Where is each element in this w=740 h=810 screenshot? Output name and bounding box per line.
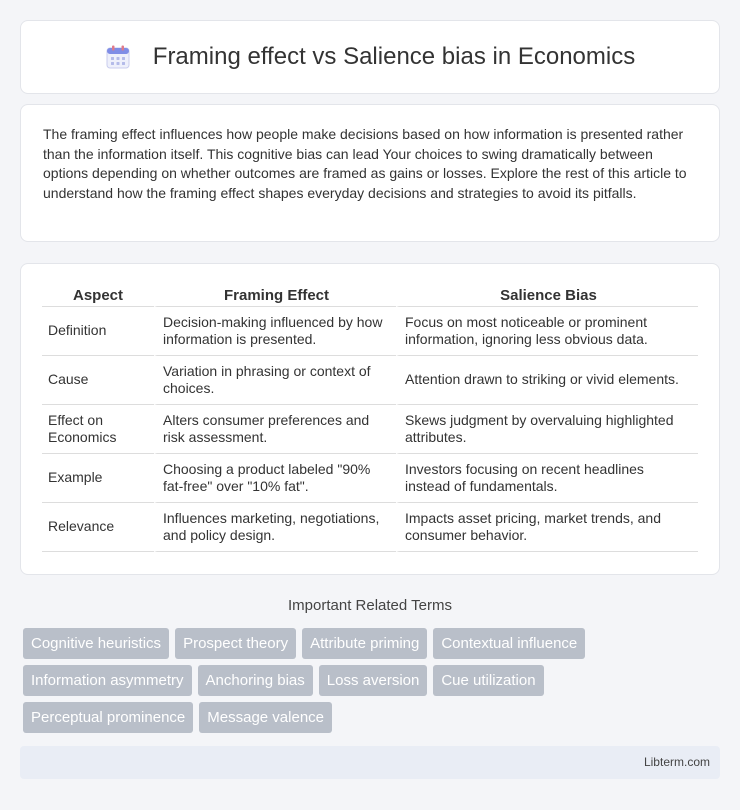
- intro-text: The framing effect influences how people make decisions based on how information is presented rather than the information itself. This cognitive bias can lead Your choices to swing dramatically between options depending on whether outcomes are framed as gains or losses. Explore the rest of this article to understand how the framing effect shapes everyday decisions and strategies to avoid its pitfalls.: [43, 126, 687, 201]
- related-terms-title: Important Related Terms: [288, 597, 452, 614]
- row-salience: Impacts asset pricing, market trends, and consumer behavior.: [396, 503, 698, 552]
- table-row: [42, 307, 698, 356]
- tag-contextual-influence[interactable]: Contextual influence: [433, 628, 585, 659]
- header-framing-effect: Framing Effect: [154, 282, 396, 307]
- tag-prospect-theory[interactable]: Prospect theory: [175, 628, 296, 659]
- tag-information-asymmetry[interactable]: Information asymmetry: [23, 665, 192, 696]
- table-row: [42, 405, 698, 454]
- related-terms-list: [23, 628, 723, 739]
- row-framing: Alters consumer preferences and risk assessment.: [154, 405, 396, 454]
- intro-card: [20, 104, 720, 242]
- header-card: [20, 20, 720, 94]
- tag-message-valence[interactable]: Message valence: [199, 702, 332, 733]
- row-aspect: Cause: [42, 356, 154, 405]
- row-framing: Variation in phrasing or context of choices.: [154, 356, 396, 405]
- comparison-table: [42, 282, 698, 552]
- row-aspect: Definition: [42, 307, 154, 356]
- row-salience: Investors focusing on recent headlines instead of fundamentals.: [396, 454, 698, 503]
- tag-attribute-priming[interactable]: Attribute priming: [302, 628, 427, 659]
- table-row: [42, 503, 698, 552]
- comparison-table-card: [20, 263, 720, 575]
- row-aspect: Relevance: [42, 503, 154, 552]
- table-row: [42, 356, 698, 405]
- row-framing: Choosing a product labeled "90% fat-free" over "10% fat".: [154, 454, 396, 503]
- page-title: Framing effect vs Salience bias in Economics: [152, 43, 636, 70]
- row-salience: Focus on most noticeable or prominent information, ignoring less obvious data.: [396, 307, 698, 356]
- header-salience-bias: Salience Bias: [396, 282, 698, 307]
- footer: [20, 746, 720, 779]
- row-framing: Influences marketing, negotiations, and policy design.: [154, 503, 396, 552]
- tag-perceptual-prominence[interactable]: Perceptual prominence: [23, 702, 193, 733]
- tag-cognitive-heuristics[interactable]: Cognitive heuristics: [23, 628, 169, 659]
- tag-loss-aversion[interactable]: Loss aversion: [319, 665, 428, 696]
- tag-anchoring-bias[interactable]: Anchoring bias: [198, 665, 313, 696]
- tag-cue-utilization[interactable]: Cue utilization: [433, 665, 543, 696]
- row-salience: Attention drawn to striking or vivid elements.: [396, 356, 698, 405]
- footer-site-link[interactable]: Libterm.com: [643, 755, 710, 769]
- row-framing: Decision-making influenced by how information is presented.: [154, 307, 396, 356]
- table-row: [42, 454, 698, 503]
- table-header-row: [42, 282, 698, 307]
- row-aspect: Effect on Economics: [42, 405, 154, 454]
- calendar-icon: [105, 44, 131, 70]
- row-salience: Skews judgment by overvaluing highlighted attributes.: [396, 405, 698, 454]
- row-aspect: Example: [42, 454, 154, 503]
- header-aspect: Aspect: [42, 282, 154, 307]
